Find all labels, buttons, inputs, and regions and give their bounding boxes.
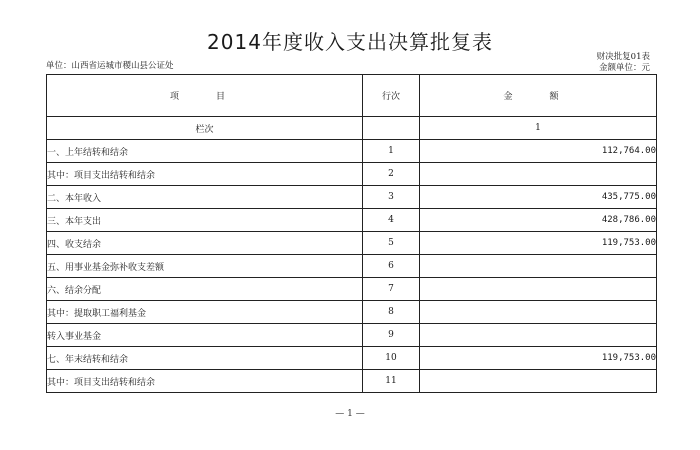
row-line: 5 bbox=[363, 232, 420, 255]
table-row bbox=[47, 232, 657, 255]
row-line: 2 bbox=[363, 163, 420, 186]
column-index-row bbox=[47, 117, 657, 140]
table-row bbox=[47, 140, 657, 163]
row-item: 其中：项目支出结转和结余 bbox=[47, 370, 363, 393]
row-line: 4 bbox=[363, 209, 420, 232]
currency-unit: 金额单位：元 bbox=[598, 63, 650, 73]
table-header-row bbox=[47, 75, 657, 117]
budget-table bbox=[46, 74, 657, 393]
table-row bbox=[47, 209, 657, 232]
row-line: 8 bbox=[363, 301, 420, 324]
column-index-amount: 1 bbox=[420, 117, 657, 140]
row-amount bbox=[420, 370, 657, 393]
row-line: 1 bbox=[363, 140, 420, 163]
table-row bbox=[47, 370, 657, 393]
column-index-blank bbox=[363, 117, 420, 140]
row-item: 七、年末结转和结余 bbox=[47, 347, 363, 370]
row-amount: 435,775.00 bbox=[420, 186, 657, 209]
page-number: — 1 — bbox=[335, 409, 365, 419]
row-item: 三、本年支出 bbox=[47, 209, 363, 232]
row-line: 10 bbox=[363, 347, 420, 370]
table-body bbox=[47, 140, 657, 393]
table-row bbox=[47, 186, 657, 209]
table-row bbox=[47, 255, 657, 278]
row-item: 二、本年收入 bbox=[47, 186, 363, 209]
row-line: 9 bbox=[363, 324, 420, 347]
row-amount: 119,753.00 bbox=[420, 232, 657, 255]
row-amount bbox=[420, 163, 657, 186]
row-line: 3 bbox=[363, 186, 420, 209]
row-item: 五、用事业基金弥补收支差额 bbox=[47, 255, 363, 278]
column-index-label: 栏次 bbox=[47, 117, 363, 140]
header-item: 项 目 bbox=[47, 75, 363, 117]
row-amount: 112,764.00 bbox=[420, 140, 657, 163]
row-amount bbox=[420, 255, 657, 278]
header-amount: 金 额 bbox=[420, 75, 657, 117]
row-amount bbox=[420, 324, 657, 347]
page-title: 2014年度收入支出决算批复表 bbox=[207, 30, 493, 54]
row-item: 其中：项目支出结转和结余 bbox=[47, 163, 363, 186]
row-item: 六、结余分配 bbox=[47, 278, 363, 301]
row-line: 6 bbox=[363, 255, 420, 278]
row-amount: 119,753.00 bbox=[420, 347, 657, 370]
row-line: 7 bbox=[363, 278, 420, 301]
form-meta bbox=[597, 52, 650, 74]
row-amount bbox=[420, 301, 657, 324]
table-row bbox=[47, 324, 657, 347]
table-row bbox=[47, 163, 657, 186]
reporting-unit: 单位：山西省运城市稷山县公证处 bbox=[46, 61, 174, 71]
header-line: 行次 bbox=[363, 75, 420, 117]
row-amount: 428,786.00 bbox=[420, 209, 657, 232]
row-item: 一、上年结转和结余 bbox=[47, 140, 363, 163]
table-row bbox=[47, 347, 657, 370]
row-item: 四、收支结余 bbox=[47, 232, 363, 255]
table-row bbox=[47, 278, 657, 301]
row-amount bbox=[420, 278, 657, 301]
row-item: 其中：提取职工福利基金 bbox=[47, 301, 363, 324]
row-line: 11 bbox=[363, 370, 420, 393]
form-code: 财决批复01表 bbox=[596, 52, 650, 62]
table-row bbox=[47, 301, 657, 324]
row-item: 转入事业基金 bbox=[47, 324, 363, 347]
